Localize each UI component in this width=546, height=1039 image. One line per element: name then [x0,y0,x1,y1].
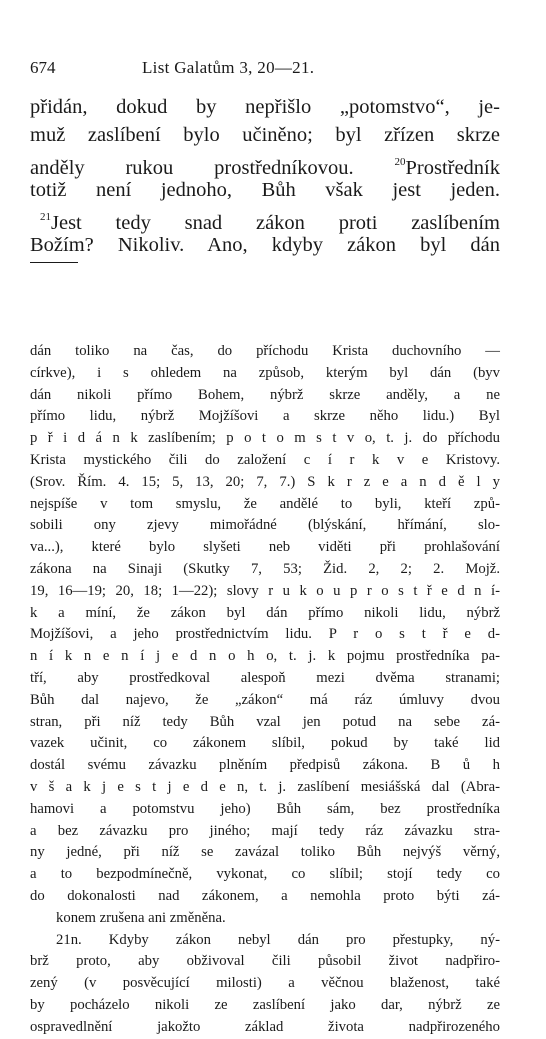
main-line [30,149,501,180]
note-line: tří, aby prostředkoval alespoň mezi dvěma stranami; [30,669,500,686]
note-line: přímo lidu, nýbrž Mojžíšovi a skrze něho lidu.) Byl [30,408,500,425]
main-text [30,94,500,263]
note-line: 19, 16—19; 20, 18; 1—22); slovy r u k o u p r o s t ř e d n í- [30,582,500,599]
note-line: zený (v posvěcující milosti) a věčnou blaženost, také [30,975,500,992]
note-line: a bez závazku pro jiného; mají tedy ráz závazku stra- [30,822,500,839]
main-line: přidán, dokud by nepřišlo „potomstvo“, je- [30,96,500,118]
commentary-notes [30,341,500,1039]
note-line: sobili ony zjevy mimořádné (blýskání, hřímání, slo- [30,517,500,534]
running-head: List Galatům 3, 20—21. [142,58,315,77]
note-line: stran, při níž tedy Bůh vzal jen potud na sebe zá- [30,713,500,730]
note-line: vazek učinit, co zákonem slíbil, pokud by také lid [30,735,500,752]
note-line: v š a k j e s t j e d e n, t. j. zaslíbení mesiášská dal (Abra- [30,778,500,795]
note-line: p ř i d á n k zaslíbením; p o t o m s t v o, t. j. do příchodu [30,430,500,447]
note-line: k a míní, že zákon byl dán přímo nikoli lidu, nýbrž [30,604,500,621]
page-header [30,58,500,82]
note-line: ny jedné, při níž se zavázal toliko Bůh nejvýš věrný, [30,844,500,861]
note-line: Mojžíšovi, a jeho prostřednictvím lidu. P r o s t ř e d- [30,626,500,643]
main-line-text: anděly rukou prostředníkovou. [30,157,354,180]
note-line: církve), i s ohledem na způsob, kterým byl dán (byv [30,364,500,381]
note-line: Bůh dal najevo, že „zákon“ má ráz úmluvy dvou [30,691,500,708]
note-line: do dokonalosti nad zákonem, a nemohla proto býti zá- [30,887,500,904]
verse-number: 21 [40,211,51,224]
note-line: brž proto, aby obživoval čili působil život nadpřiro- [30,953,500,970]
note-line: hamovi a potomstvu jeho) Bůh sám, bez prostředníka [30,800,500,817]
verse-number: 20 [394,156,406,169]
note-line: Krista mystického čili do založení c í r k v e Kristovy. [30,451,500,468]
main-line-text: Jest tedy snad zákon proti zaslíbením [51,212,500,235]
note-line: by pocházelo nikoli ze zaslíbení jako dar, nýbrž ze [30,996,500,1013]
main-line: Božím? Nikoliv. Ano, kdyby zákon byl dán [30,233,500,256]
note-line: 21n. Kdyby zákon nebyl dán pro přestupky, ný- [56,931,500,948]
note-line: ospravedlnění jakožto základ života nadpřirozeného [30,1018,500,1035]
verse-text: Prostředník [405,157,501,180]
footnote-divider [30,262,78,263]
note-line: (Srov. Řím. 4. 15; 5, 13, 20; 7, 7.) S k r z e a n d ě l y [30,473,500,490]
note-line: a to bezpodmínečně, vykonat, co slíbil; stojí tedy co [30,866,500,883]
note-line: dán toliko na čas, do příchodu Krista duchovního — [30,343,500,359]
note-line: zákona na Sinaji (Skutky 7, 53; Žid. 2, 2; 2. Mojž. [30,560,500,577]
note-line: dán nikoli přímo Bohem, nýbrž skrze anděly, a ne [30,386,500,403]
page-number: 674 [30,58,56,77]
note-line: nejspíše v tom smyslu, že andělé to byli, kteří způ- [30,495,500,512]
main-line [30,204,500,235]
note-line: dostál svému závazku plněním předpisů zákona. B ů h [30,757,500,774]
main-line: muž zaslíbení bylo učiněno; byl zřízen skrze [30,123,500,146]
main-line: totiž není jednoho, Bůh však jest jeden. [30,178,500,201]
note-line: va...), které bylo slyšeti neb viděti při prohlašování [30,539,500,556]
note-line: konem zrušena ani změněna. [56,909,226,926]
note-line: n í k n e n í j e d n o h o, t. j. k pojmu prostředníka pa- [30,648,500,665]
